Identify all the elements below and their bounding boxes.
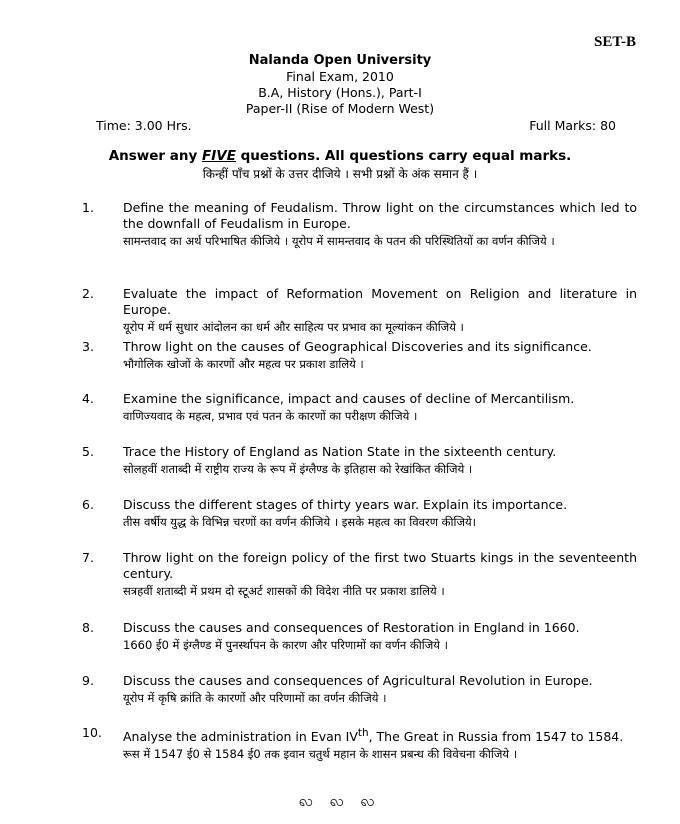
instruction-post: questions. All questions carry equal marks. (235, 148, 572, 164)
instruction-english (0, 148, 680, 164)
question-text (123, 673, 637, 706)
question-english: Throw light on the foreign policy of the first two Stuarts kings in the seventeenth century. (123, 550, 637, 581)
question-hindi: सत्रहवीं शताब्दी में प्रथम दो स्टूअर्ट शासकों की विदेश नीति पर प्रकाश डालिये । (123, 584, 445, 598)
question-hindi: भौगोलिक खोजों के कारणों और महत्व पर प्रकाश डालिये । (123, 357, 364, 371)
question-number: 5. (82, 444, 94, 459)
question-number: 10. (82, 725, 102, 740)
question-english: Discuss the different stages of thirty years war. Explain its importance. (123, 497, 568, 512)
question-number: 6. (82, 497, 94, 512)
question-text (123, 444, 637, 477)
question-english: Discuss the causes and consequences of Restoration in England in 1660. (123, 620, 580, 635)
question-hindi: तीस वर्षीय युद्ध के विभिन्न चरणों का वर्णन कीजिये । इसके महत्व का विवरण कीजिये। (123, 515, 477, 529)
question-english: Trace the History of England as Nation State in the sixteenth century. (123, 444, 557, 459)
instruction-pre: Answer any (108, 148, 203, 164)
instruction-hindi: किन्हीं पाँच प्रश्नों के उत्तर दीजिये । सभी प्रश्नों के अंक समान हैं । (202, 167, 478, 181)
question-number: 1. (82, 200, 94, 215)
end-ornament: ꩮ ꩮ ꩮ (299, 792, 381, 810)
question-english-pre: Analyse the administration in Evan IV (123, 729, 358, 745)
question-hindi: वाणिज्यवाद के महत्व, प्रभाव एवं पतन के कारणों का परीक्षण कीजिये । (123, 409, 418, 423)
question-text (123, 286, 637, 335)
full-marks: Full Marks: 80 (529, 118, 616, 133)
question-hindi: रूस में 1547 ई0 से 1584 ई0 तक इवान चतुर्थ महान के शासन प्रबन्ध की विवेचना कीजिये । (123, 747, 518, 762)
question-english: Define the meaning of Feudalism. Throw light on the circumstances which led to the downfall of Feudalism in Europe. (123, 200, 637, 231)
question-text (123, 725, 637, 762)
question-hindi: यूरोप में कृषि क्रांति के कारणों और परिणामों का वर्णन कीजिये । (123, 691, 387, 705)
question-number: 9. (82, 673, 94, 688)
question-text (123, 200, 637, 249)
question-hindi: 1660 ई0 में इंग्लैण्ड में पुनर्स्थापन के कारण और परिणामों का वर्णन कीजिये । (123, 638, 448, 652)
question-number: 2. (82, 286, 94, 301)
question-english-sup: th (357, 727, 369, 739)
exam-title: Final Exam, 2010 (286, 69, 394, 84)
question-number: 8. (82, 620, 94, 635)
question-number: 3. (82, 339, 94, 354)
question-english: Discuss the causes and consequences of Agricultural Revolution in Europe. (123, 673, 593, 688)
question-english: Throw light on the causes of Geographical Discoveries and its significance. (123, 339, 592, 354)
question-text (123, 497, 637, 530)
university-name: Nalanda Open University (248, 53, 432, 68)
question-text (123, 339, 637, 372)
question-hindi: यूरोप में धर्म सुधार आंदोलन का धर्म और साहित्य पर प्रभाव का मूल्यांकन कीजिये । (123, 320, 464, 334)
question-text (123, 550, 637, 599)
question-text (123, 391, 637, 424)
set-label: SET-B (594, 34, 636, 50)
time-allowed: Time: 3.00 Hrs. (96, 118, 192, 133)
course-title: B.A, History (Hons.), Part-I (258, 85, 422, 100)
question-english: Evaluate the impact of Reformation Movement on Religion and literature in Europe. (123, 286, 637, 317)
instruction-five: FIVE (202, 148, 236, 164)
question-english: Examine the significance, impact and causes of decline of Mercantilism. (123, 391, 575, 406)
question-number: 4. (82, 391, 94, 406)
question-number: 7. (82, 550, 94, 565)
question-hindi: सामन्तवाद का अर्थ परिभाषित कीजिये । यूरोप में सामन्तवाद के पतन की परिस्थितियों का वर्णन कीजिये । (123, 234, 555, 248)
question-text (123, 620, 637, 653)
question-hindi: सोलहवीं शताब्दी में राष्ट्रीय राज्य के रूप में इंग्लैण्ड के इतिहास को रेखांकित कीजिये । (123, 462, 473, 476)
paper-title: Paper-II (Rise of Modern West) (245, 101, 435, 116)
question-english-post: , The Great in Russia from 1547 to 1584. (368, 729, 624, 745)
